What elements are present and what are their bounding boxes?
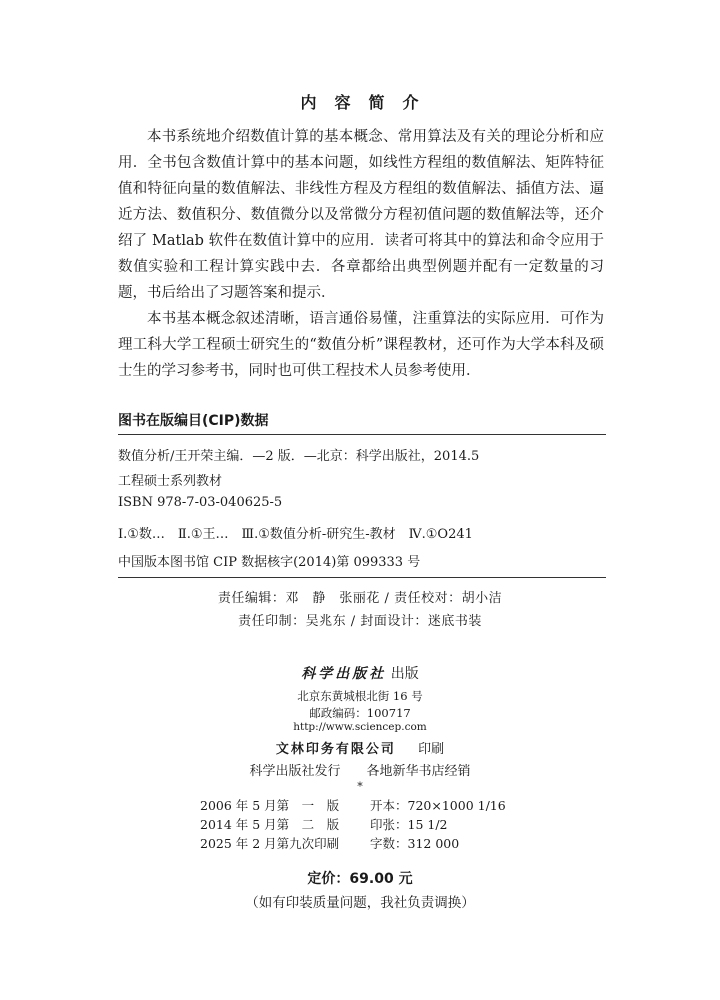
spec-format: 开本：720×1000 1/16 [370,798,506,813]
cip-line-2: 工程硕士系列教材 [118,474,223,489]
publisher-suffix: 出版 [390,666,419,682]
cip-bottom-rule [118,577,606,578]
publisher-logo: 科学出版社 [301,666,387,682]
cip-line-4: Ⅰ.①数… Ⅱ.①王… Ⅲ.①数值分析-研究生-教材 Ⅳ.①O241 [118,527,473,542]
distribution-line: 科学出版社发行 各地新华书店经销 [249,764,471,779]
cip-line-5: 中国版本图书馆 CIP 数据核字(2014)第 099333 号 [118,555,421,570]
publisher-url: http://www.sciencep.com [293,721,427,733]
printer-line [0,738,720,757]
spec-sheets: 印张：15 1/2 [370,817,448,832]
price: 定价：69.00 元 [307,871,413,887]
quality-notice: （如有印装质量问题，我社负责调换） [245,895,475,911]
cip-heading: 图书在版编目(CIP)数据 [118,413,269,429]
separator-mark: * [357,780,363,793]
spec-wordcount: 字数：312 000 [370,836,460,851]
credits-line-2: 责任印制：吴兆东 / 封面设计：迷底书装 [238,614,482,629]
publisher-address: 北京东黄城根北街 16 号 [297,689,423,703]
edition-1: 2006 年 5 月第 一 版 [200,798,340,813]
credits-line-1: 责任编辑：邓 静 张丽花 / 责任校对：胡小洁 [217,591,503,606]
edition-3: 2025 年 2 月第九次印刷 [200,836,340,851]
cip-line-1: 数值分析/王开荣主编．—2 版．—北京：科学出版社，2014.5 [118,449,480,464]
book-summary [118,124,604,384]
publisher-line [0,663,720,683]
summary-paragraph-1: 本书系统地介绍数值计算的基本概念、常用算法及有关的理论分析和应用．全书包含数值计算中的基本问题，如线性方程组的数值解法、矩阵特征值和特征向量的数值解法、非线性方程及方程组的数值解法、插值方法、逼近方法、数值积分、数值微分以及常微分方程初值问题的数值解法等，还介绍了 Matlab 软件在数值计算中的应用．读者可将其中的算法和命令应用于数值实验和工程计算实践中去．各章都给出典型例题并配有一定数量的习题，书后给出了习题答案和提示． [118,129,604,301]
edition-2: 2014 年 5 月第 二 版 [200,817,340,832]
printer-name: 文林印务有限公司 [275,742,396,757]
cip-top-rule [118,434,606,435]
publisher-postcode: 邮政编码：100717 [309,706,411,720]
page-title: 内 容 简 介 [300,93,420,112]
summary-paragraph-2: 本书基本概念叙述清晰，语言通俗易懂，注重算法的实际应用．可作为理工科大学工程硕士研究生的“数值分析”课程教材，还可作为大学本科及硕士生的学习参考书，同时也可供工程技术人员参考使用． [118,311,604,379]
cip-line-3: ISBN 978-7-03-040625-5 [118,495,283,510]
printer-suffix: 印刷 [418,742,445,757]
